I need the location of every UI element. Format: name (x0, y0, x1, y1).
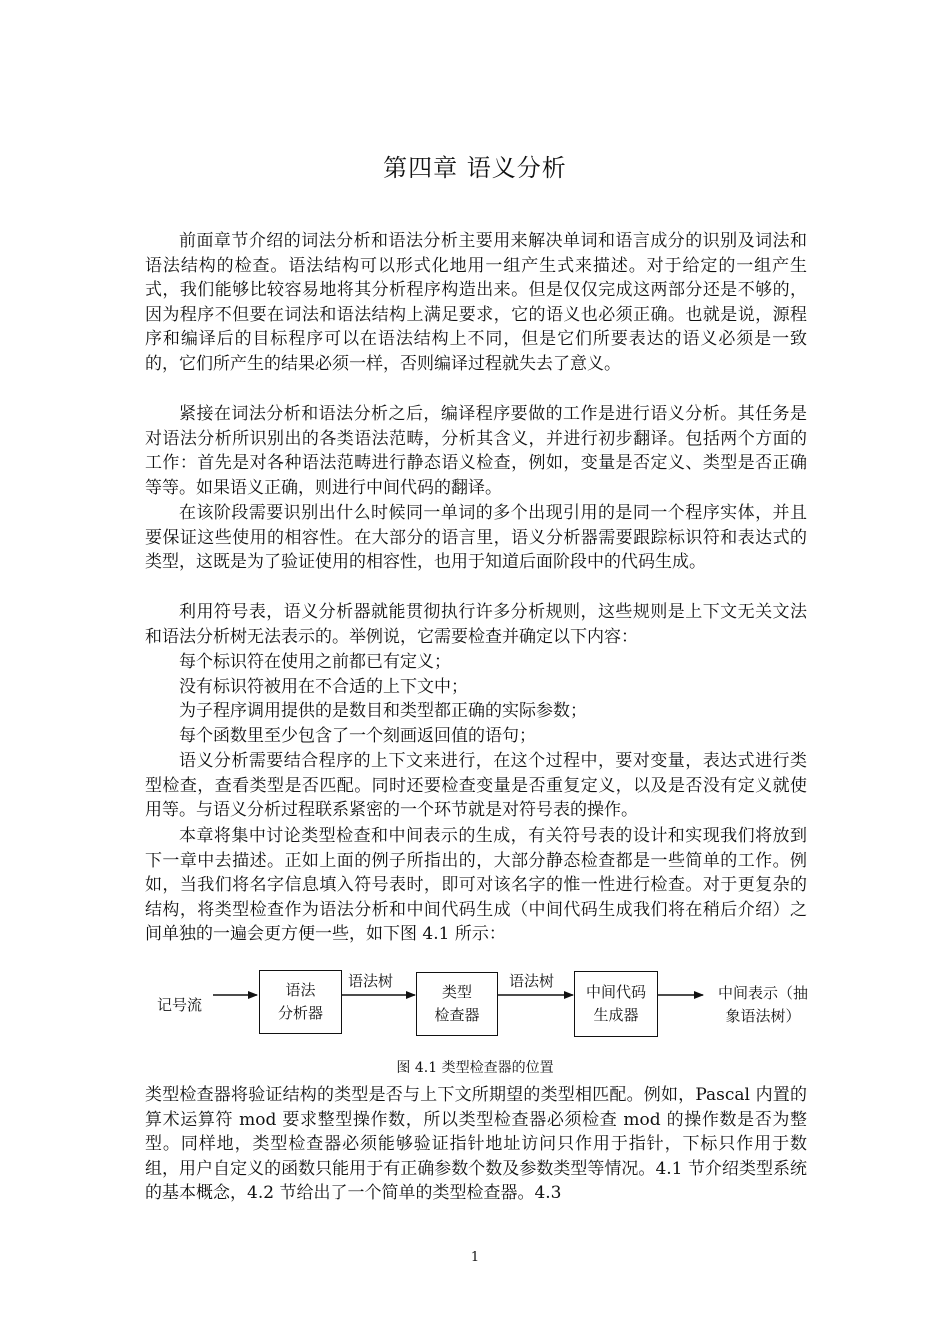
type-checker-box (416, 972, 498, 1036)
box2-line1: 类型 (441, 983, 472, 1001)
code-generator-box (574, 971, 658, 1037)
output-label (718, 982, 808, 1028)
box1-line2: 分析器 (277, 1004, 323, 1022)
output-line2: 象语法树） (725, 1007, 801, 1025)
page-number: 1 (470, 1250, 480, 1265)
figure-4-1-diagram (145, 960, 825, 1040)
box3-line2: 生成器 (593, 1006, 639, 1024)
paragraph-3: 在该阶段需要识别出什么时候同一单词的多个出现引用的是同一个程序实体，并且要保证这些使用的相容性。在大部分的语言里，语义分析器需要跟踪标识符和表达式的类型，这既是为了验证使用的相容性，也用于知道后面阶段中的代码生成。 (145, 503, 807, 573)
output-line1: 中间表示（抽 (718, 984, 809, 1002)
paragraph-7: 类型检查器将验证结构的类型是否与上下文所期望的类型相匹配。例如，Pascal 内置的算术运算符 mod 要求整型操作数，所以类型检查器必须检查 mod 的操作数是否为整型。同样地，类型检查器必须能够验证指针地址访问只作用于指针，下标只作用于数组，用户自定义的函数只能用于有正确参数个数及参数类型等情况。4.1 节介绍类型系统的基本概念，4.2 节给出了一个简单的类型检查器。4.3 (145, 1085, 807, 1204)
edge1-label: 语法树 (348, 972, 394, 990)
paragraph-6: 本章将集中讨论类型检查和中间表示的生成，有关符号表的设计和实现我们将放到下一章中去描述。正如上面的例子所指出的，大部分静态检查都是一些简单的工作。例如，当我们将名字信息填入符号表时，即可对该名字的惟一性进行检查。对于更复杂的结构，将类型检查作为语法分析和中间代码生成（中间代码生成我们将在稍后介绍）之间单独的一遍会更方便一些，如下图 4.1 所示： (145, 826, 807, 945)
box3-line1: 中间代码 (585, 983, 646, 1001)
list-item: 没有标识符被用在不合适的上下文中； (179, 677, 468, 697)
paragraph-1: 前面章节介绍的词法分析和语法分析主要用来解决单词和语言成分的识别及词法和语法结构的检查。语法结构可以形式化地用一组产生式来描述。对于给定的一组产生式，我们能够比较容易地将其分析程序构造出来。但是仅仅完成这两部分还是不够的，因为程序不但要在词法和语法结构上满足要求，它的语义也必须正确。也就是说，源程序和编译后的目标程序可以在语法结构上不同，但是它们所要表达的语义必须是一致的，它们所产生的结果必须一样，否则编译过程就失去了意义。 (145, 231, 807, 374)
figure-caption: 图 4.1 类型检查器的位置 (396, 1060, 554, 1076)
syntax-analyzer-box (259, 970, 342, 1034)
paragraph-5: 语义分析需要结合程序的上下文来进行，在这个过程中，要对变量，表达式进行类型检查，查看类型是否匹配。同时还要检查变量是否重复定义，以及是否没有定义就使用等。与语义分析过程联系紧密的一个环节就是对符号表的操作。 (145, 751, 807, 821)
edge2-label: 语法树 (509, 972, 555, 990)
paragraph-2: 紧接在词法分析和语法分析之后，编译程序要做的工作是进行语义分析。其任务是对语法分析所识别出的各类语法范畴，分析其含义，并进行初步翻译。包括两个方面的工作：首先是对各种语法范畴进行静态语义检查，例如，变量是否定义、类型是否正确等等。如果语义正确，则进行中间代码的翻译。 (145, 404, 807, 498)
list-item: 为子程序调用提供的是数目和类型都正确的实际参数； (179, 701, 587, 721)
input-label: 记号流 (157, 996, 203, 1014)
chapter-title: 第四章 语义分析 (383, 154, 567, 182)
box1-line1: 语法 (285, 981, 316, 999)
paragraph-4: 利用符号表，语义分析器就能贯彻执行许多分析规则，这些规则是上下文无关文法和语法分析树无法表示的。举例说，它需要检查并确定以下内容： (145, 602, 807, 647)
box2-line2: 检查器 (434, 1006, 480, 1024)
list-item: 每个函数里至少包含了一个刻画返回值的语句； (179, 726, 536, 746)
list-item: 每个标识符在使用之前都已有定义； (179, 652, 451, 672)
